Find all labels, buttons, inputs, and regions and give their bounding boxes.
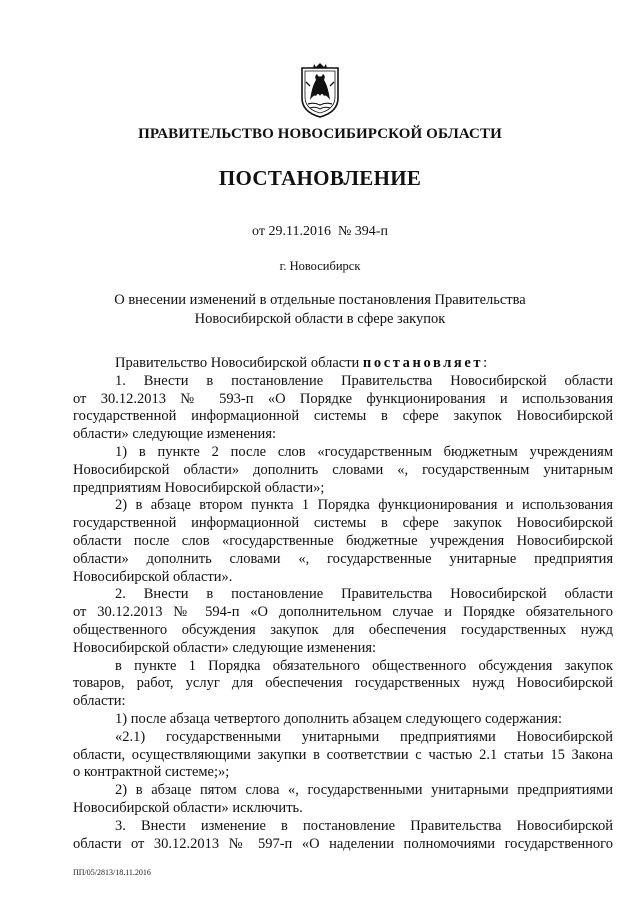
body-line: области после слов «государственные бюджетные учреждения Новосибирской <box>73 532 613 549</box>
body-line: Новосибирской области». <box>73 568 233 585</box>
decree-word: постановляет <box>362 355 484 371</box>
body-line: Новосибирской области» исключить. <box>73 799 303 816</box>
body-line: 3. Внести изменение в постановление Правительства Новосибирской <box>115 817 613 834</box>
body-line: от 30.12.2013 № 594-п «О дополнительном случае и Порядке обязательного <box>73 604 613 621</box>
body-line: области: <box>73 693 126 710</box>
document-body <box>73 355 613 853</box>
body-line: области от 30.12.2013 № 597-п «О наделении полномочиями государственного <box>73 835 613 852</box>
document-subject <box>0 291 640 329</box>
date-and-number: от 29.11.2016 № 394-п <box>252 224 388 239</box>
coat-of-arms-emblem <box>300 62 340 118</box>
body-line: области» дополнить словами «, государственные унитарные предприятия <box>73 550 613 567</box>
subject-line: О внесении изменений в отдельные постановления Правительства <box>114 292 526 308</box>
body-line: от 30.12.2013 № 593-п «О Порядке функционирования и использования <box>73 390 613 407</box>
document-footer-code: ПП/05/2813/18.11.2016 <box>73 868 151 877</box>
intro-text: Правительство Новосибирской области <box>115 355 363 371</box>
government-title: ПРАВИТЕЛЬСТВО НОВОСИБИРСКОЙ ОБЛАСТИ <box>138 126 502 142</box>
body-line: о контрактной системе;»; <box>73 764 230 781</box>
intro-line <box>73 355 613 373</box>
city-line: г. Новосибирск <box>279 259 361 273</box>
body-line: 1) после абзаца четвертого дополнить абзацем следующего содержания: <box>115 710 562 727</box>
body-line: общественного обсуждения закупок для обеспечения государственных нужд <box>73 621 613 638</box>
body-line: предприятиям Новосибирской области»; <box>73 479 325 496</box>
body-line: 2. Внести в постановление Правительства Новосибирской области <box>115 586 613 603</box>
body-line: 1) в пункте 2 после слов «государственным бюджетным учреждениям <box>115 443 613 460</box>
document-type-title: ПОСТАНОВЛЕНИЕ <box>218 166 422 190</box>
body-line: Новосибирской области» следующие изменения: <box>73 639 377 656</box>
body-line: 2) в абзаце пятом слова «, государственными унитарными предприятиями <box>115 782 613 799</box>
body-line: области» следующие изменения: <box>73 426 277 443</box>
body-line: 2) в абзаце втором пункта 1 Порядка функционирования и использования <box>115 497 613 514</box>
body-line: государственной информационной системы в сфере закупок Новосибирской <box>73 408 613 425</box>
body-line: государственной информационной системы в сфере закупок Новосибирской <box>73 515 613 532</box>
intro-colon: : <box>483 355 488 371</box>
body-line: в пункте 1 Порядка обязательного общественного обсуждения закупок <box>115 657 613 674</box>
body-line: «2.1) государственными унитарными предприятиями Новосибирской <box>115 728 613 745</box>
body-line: 1. Внести в постановление Правительства Новосибирской области <box>115 372 613 389</box>
body-line: области, осуществляющими закупки в соответствии с частью 2.1 статьи 15 Закона <box>73 746 613 763</box>
body-line: Новосибирской области» дополнить словами «, государственным унитарным <box>73 461 613 478</box>
body-line: товаров, работ, услуг для обеспечения государственных нужд Новосибирской <box>73 675 613 692</box>
subject-line: Новосибирской области в сфере закупок <box>194 311 446 327</box>
